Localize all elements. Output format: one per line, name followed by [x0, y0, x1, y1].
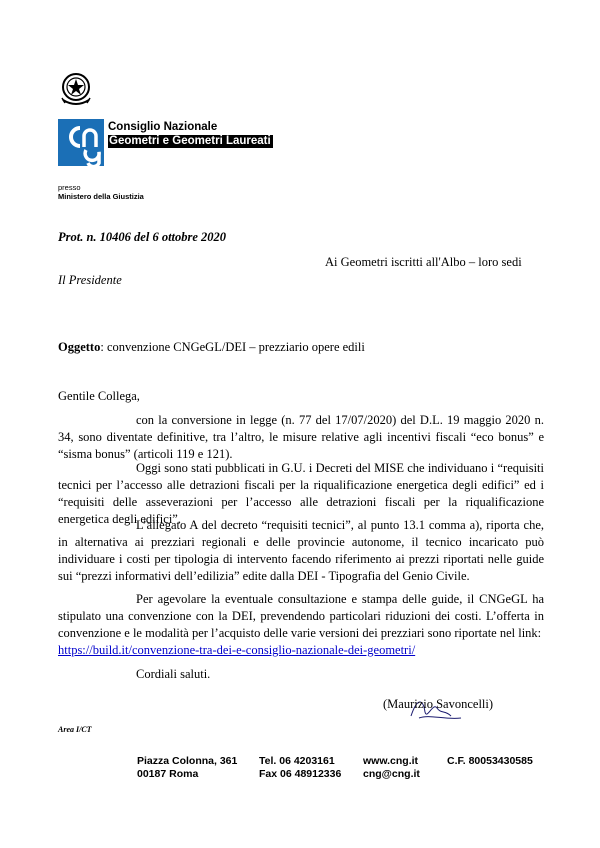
body-paragraph-1-text: con la conversione in legge (n. 77 del 17/07/2020) del D.L. 19 maggio 2020 n. 34, sono diventate definitive, tra l’altro, le misure relative agli incentivi fiscali “eco bonus” e “sisma bonus” (articoli 119 e 121). [58, 413, 544, 461]
body-paragraph-4-text: Per agevolare la eventuale consultazione e stampa delle guide, il CNGeGL ha stipulato una convenzione con la DEI, prevendendo particolari riduzioni dei costi. L’offerta in convenzione e le modalità per l’acquisto delle varie versioni dei prezziari sono riportate nel link: [58, 592, 544, 640]
body-paragraph-3 [58, 517, 544, 585]
convention-link[interactable]: https://build.it/convenzione-tra-dei-e-consiglio-nazionale-dei-geometri/ [58, 643, 416, 657]
organization-name-line1: Consiglio Nazionale [108, 121, 218, 133]
footer-web [363, 755, 420, 781]
footer-phone [259, 755, 341, 781]
footer-tel: Tel. 06 4203161 [259, 755, 335, 767]
signature-name: (Maurizio Savoncelli) [383, 697, 494, 711]
footer-fax: Fax 06 48912336 [259, 768, 342, 780]
body-paragraph-3-text: L’allegato A del decreto “requisiti tecnici”, al punto 13.1 comma a), riporta che, in alternativa ai prezziari regionali e delle provincie autonome, il tecnico incaricato può individuare i costi per tipologia di intervento facendo riferimento ai prezzi riportati nelle guide sui “prezzi informativi dell’edilizia” edite dalla DEI - Tipografia del Genio Civile. [58, 518, 544, 583]
area-label: Area I/CT [58, 725, 92, 734]
footer-email: cng@cng.it [363, 768, 420, 780]
footer-tax-code: C.F. 80053430585 [447, 755, 533, 767]
salutation: Gentile Collega, [58, 389, 140, 403]
footer-address-line1: Piazza Colonna, 361 [137, 755, 238, 767]
subject-label: Oggetto [58, 340, 101, 354]
presso-label: presso [58, 183, 81, 192]
protocol-number: Prot. n. 10406 del 6 ottobre 2020 [58, 230, 227, 244]
ministry-label: Ministero della Giustizia [58, 192, 144, 201]
closing: Cordiali saluti. [136, 667, 211, 681]
organization-name [108, 121, 273, 148]
body-paragraph-1 [58, 412, 544, 463]
italian-republic-emblem-icon [59, 70, 93, 108]
footer-website: www.cng.it [363, 755, 419, 767]
recipient: Ai Geometri iscritti all'Albo – loro sedi [325, 255, 522, 269]
organization-name-line2: Geometri e Geometri Laureati [109, 135, 271, 147]
subject-text: : convenzione CNGeGL/DEI – prezziario opere edili [100, 340, 365, 354]
sender-title: Il Presidente [58, 273, 122, 287]
footer-address [137, 755, 237, 781]
cng-logo-icon [58, 119, 104, 166]
footer-address-line2: 00187 Roma [137, 768, 199, 780]
body-paragraph-4 [58, 591, 544, 659]
subject-line [58, 340, 365, 355]
body-paragraph-2-text: Oggi sono stati pubblicati in G.U. i Decreti del MISE che individuano i “requisiti tecnici per l’accesso alle detrazioni fiscali per la riqualificazione energetica degli edifici” ed i “requisiti delle asseverazioni per l’accesso alle detrazioni fiscali per la riqualificazione energetica degli edifici”. [58, 461, 544, 526]
